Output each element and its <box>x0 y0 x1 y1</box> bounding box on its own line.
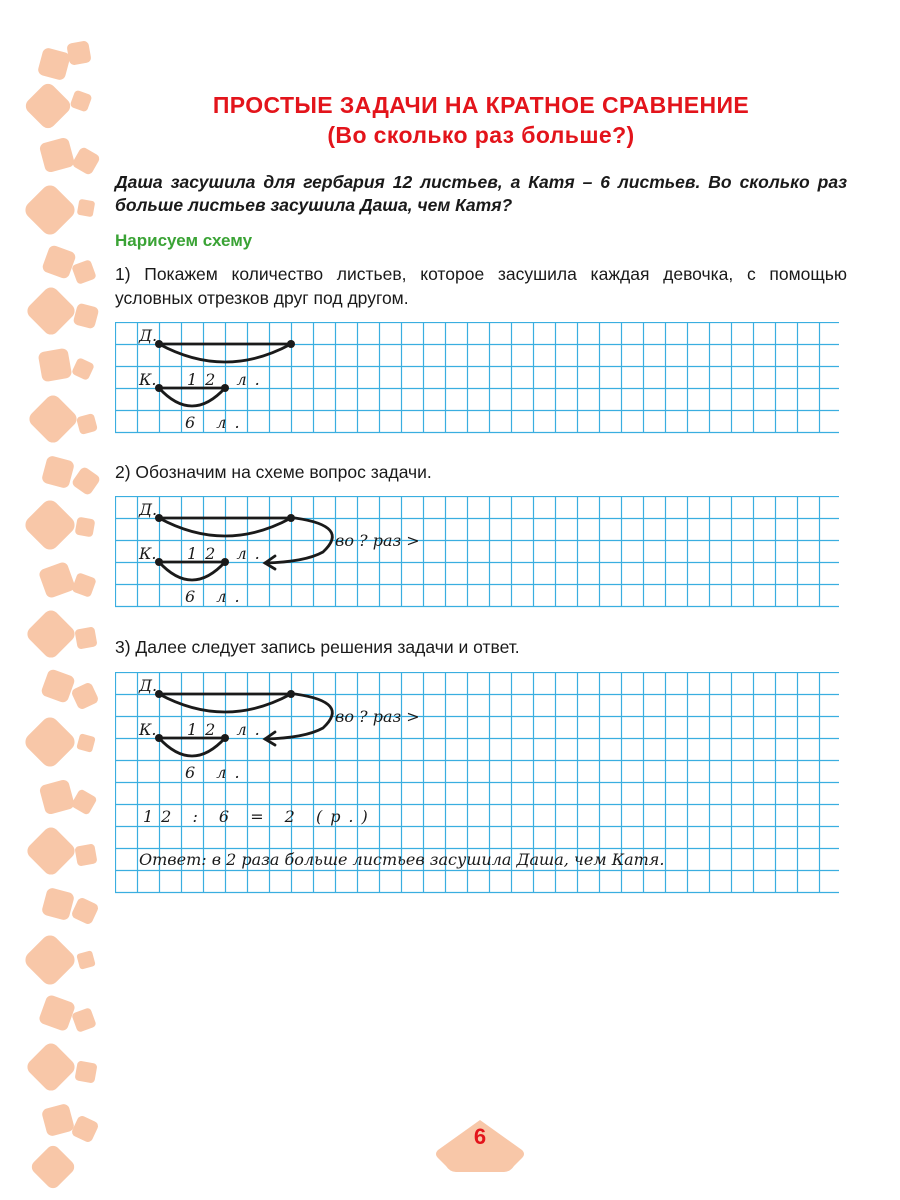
problem-statement: Даша засушила для гербария 12 листьев, а Катя – 6 листьев. Во сколько раз больше листьев засушила Даша, чем Катя? <box>115 172 847 215</box>
value-12: 12 л. <box>187 720 268 739</box>
solution-expression: 12 : 6 = 2 (р.) <box>143 807 376 826</box>
value-12: 12 л. <box>187 370 268 389</box>
page-number: 6 <box>473 1124 487 1149</box>
value-6: 6 л. <box>185 763 248 782</box>
label-dasha: Д. <box>139 326 158 345</box>
value-6: 6 л. <box>185 587 248 606</box>
section-subheading: Нарисуем схему <box>115 231 253 250</box>
step-2-text: 2) Обозначим на схеме вопрос задачи. <box>115 462 432 482</box>
question-label: во ? раз > <box>335 707 420 726</box>
value-6: 6 л. <box>185 413 248 432</box>
label-dasha: Д. <box>139 676 158 695</box>
label-katya: К. <box>139 370 157 389</box>
grid-block-1 <box>115 322 839 434</box>
page-title <box>115 90 847 150</box>
step-3-text: 3) Далее следует запись решения задачи и ответ. <box>115 637 520 657</box>
grid-block-2 <box>115 496 839 608</box>
title-line-2: (Во сколько раз больше?) <box>327 122 635 148</box>
answer-text: Ответ: в 2 раза больше листьев засушила Даша, чем Катя. <box>139 850 665 869</box>
title-line-1: ПРОСТЫЕ ЗАДАЧИ НА КРАТНОЕ СРАВНЕНИЕ <box>212 92 750 118</box>
value-12: 12 л. <box>187 544 268 563</box>
question-label: во ? раз > <box>335 531 420 550</box>
label-katya: К. <box>139 544 157 563</box>
grid-block-3 <box>115 672 839 894</box>
label-katya: К. <box>139 720 157 739</box>
step-1-text: 1) Покажем количество листьев, которое засушила каждая девочка, с помощью условных отрезков друг под другом. <box>115 264 847 308</box>
decorative-border <box>0 0 110 1200</box>
label-dasha: Д. <box>139 500 158 519</box>
